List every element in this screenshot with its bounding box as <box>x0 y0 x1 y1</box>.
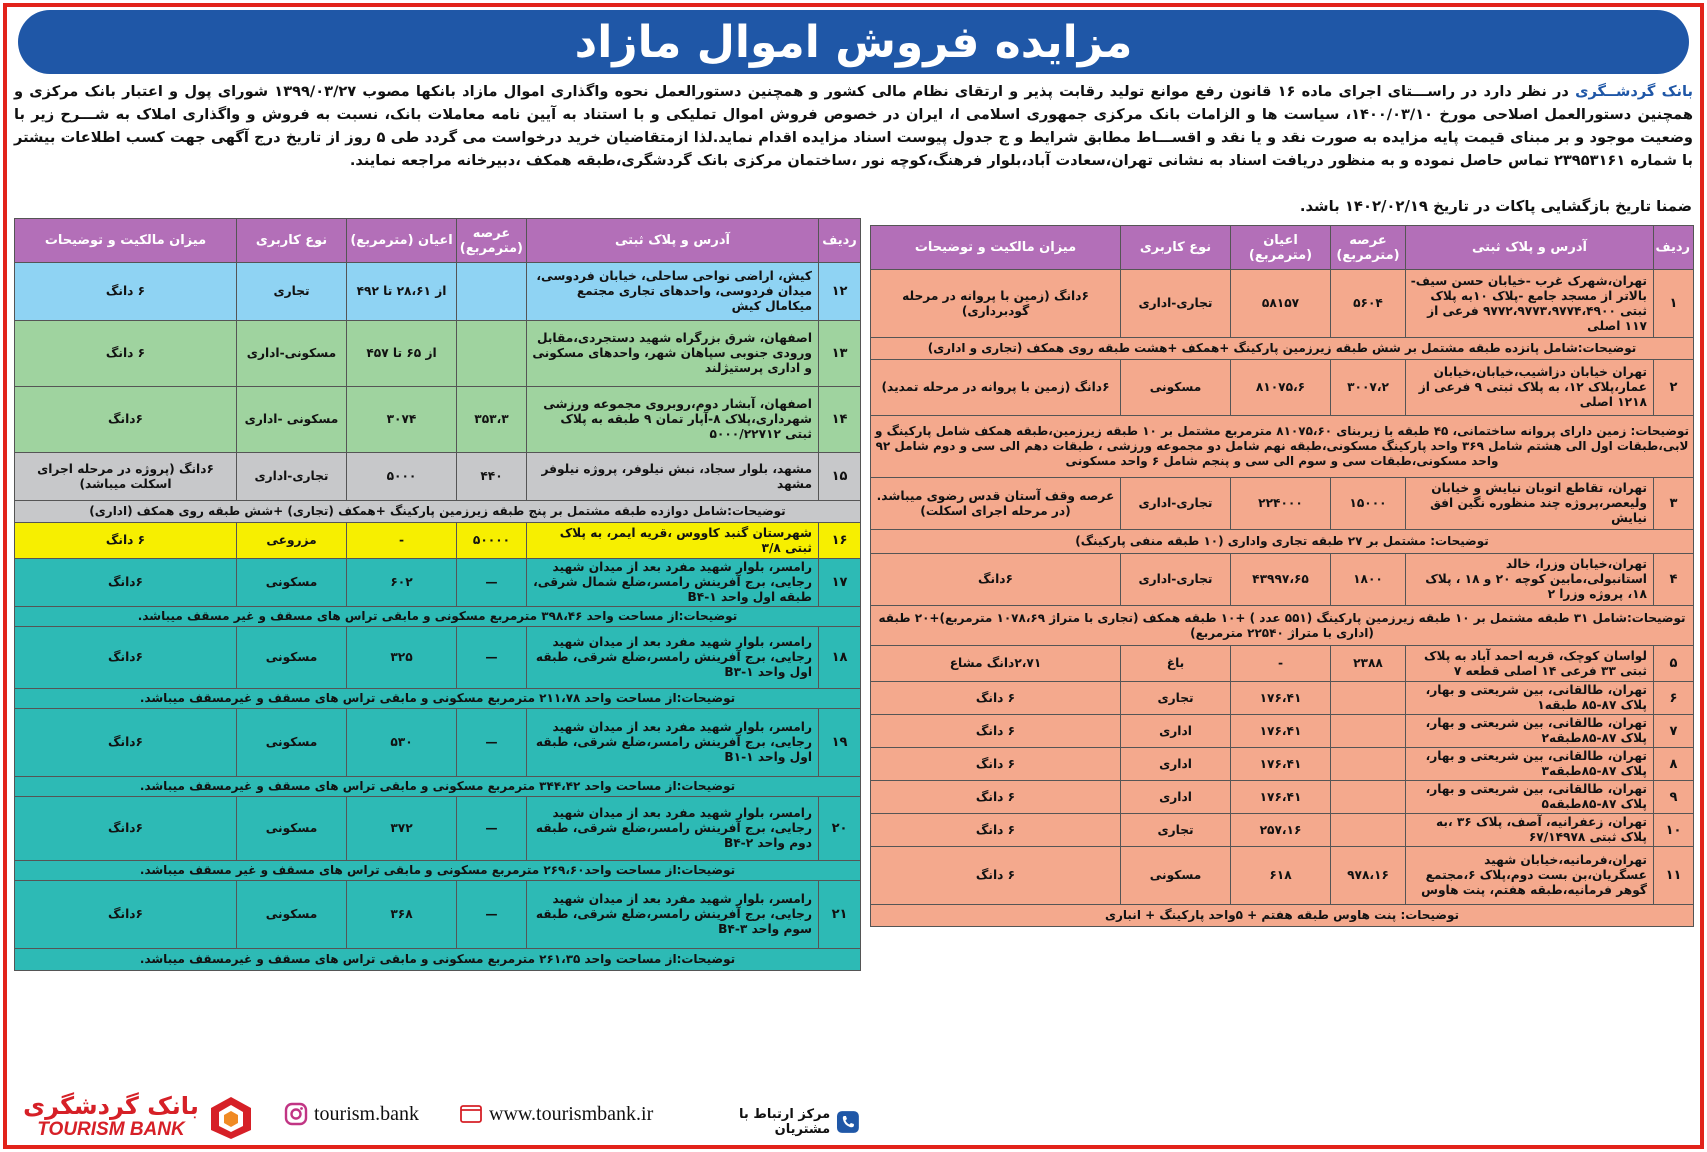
ownership: ۶دانگ <box>15 797 237 861</box>
usage-type: باغ <box>1121 646 1231 682</box>
building-area: ۱۷۶،۴۱ <box>1231 781 1331 814</box>
property-address: شهرستان گنبد کاووس ،قریه ایمر، به پلاک ثبتی ۳/۸ <box>527 523 819 559</box>
property-row <box>871 360 1694 416</box>
usage-type: تجاری-اداری <box>1121 270 1231 338</box>
usage-type: مسکونی <box>237 559 347 607</box>
row-number: ۷ <box>1654 715 1694 748</box>
land-area <box>457 263 527 321</box>
usage-type: مزروعی <box>237 523 347 559</box>
row-number: ۶ <box>1654 682 1694 715</box>
usage-type: تجاری <box>1121 814 1231 847</box>
property-address: تهران، طالقانی، بین شریعتی و بهار، پلاک ۸۷-۸۵طبقه۵ <box>1406 781 1654 814</box>
row-number: ۱۲ <box>819 263 861 321</box>
header-land: عرصه (مترمربع) <box>1331 226 1406 270</box>
header-usage: نوع کاربری <box>237 219 347 263</box>
ownership: ۲،۷۱دانگ مشاع <box>871 646 1121 682</box>
land-area: ۵۶۰۴ <box>1331 270 1406 338</box>
building-area: ۳۰۷۴ <box>347 387 457 453</box>
usage-type: مسکونی <box>1121 360 1231 416</box>
tourism-bank-logo <box>20 1092 270 1142</box>
property-table-left <box>14 218 861 971</box>
ownership: ۶ دانگ <box>871 814 1121 847</box>
row-number: ۸ <box>1654 748 1694 781</box>
property-row <box>871 682 1694 715</box>
land-area <box>1331 682 1406 715</box>
property-row <box>15 709 861 777</box>
right-table-body <box>871 270 1694 927</box>
property-note: توضیحات:از مساحت واحد۲۶۹،۶۰ مترمربع مسکونی و مابقی تراس های مسقف و غیر مسقف میباشد. <box>15 861 861 881</box>
land-area: ۱۸۰۰ <box>1331 554 1406 606</box>
row-number: ۵ <box>1654 646 1694 682</box>
ownership: ۶دانگ <box>15 627 237 689</box>
building-area: ۵۳۰ <box>347 709 457 777</box>
ownership: ۶دانگ <box>15 709 237 777</box>
row-number: ۳ <box>1654 478 1694 530</box>
property-note-row <box>871 530 1694 554</box>
page-title: مزایده فروش اموال مازاد <box>574 16 1133 68</box>
land-area: — <box>457 627 527 689</box>
usage-type: اداری <box>1121 781 1231 814</box>
property-row <box>15 263 861 321</box>
property-note-row <box>15 777 861 797</box>
land-area: ۴۴۰ <box>457 453 527 501</box>
header-usage: نوع کاربری <box>1121 226 1231 270</box>
property-note: توضیحات:از مساحت واحد ۲۶۱،۳۵ مترمربع مسکونی و مابقی تراس های مسقف و غیرمسقف میباشد. <box>15 949 861 971</box>
building-area: از ۶۵ تا ۴۵۷ <box>347 321 457 387</box>
header-building: اعیان (مترمربع) <box>347 219 457 263</box>
ownership: ۶دانگ <box>15 881 237 949</box>
property-address: رامسر، بلوار شهید مفرد بعد از میدان شهید رجایی، برج آفرینش رامسر،ضلع شرقی، طبقه اول واحد B۱-۱ <box>527 709 819 777</box>
property-note: توضیحات: مشتمل بر ۲۷ طبقه تجاری واداری (۱۰ طبقه منفی پارکینگ) <box>871 530 1694 554</box>
land-area <box>1331 781 1406 814</box>
building-area: ۴۳۹۹۷،۶۵ <box>1231 554 1331 606</box>
row-number: ۹ <box>1654 781 1694 814</box>
ownership: ۶ دانگ <box>15 321 237 387</box>
header-land: عرصه (مترمربع) <box>457 219 527 263</box>
usage-type: مسکونی <box>237 881 347 949</box>
header-address: آدرس و پلاک ثبتی <box>527 219 819 263</box>
building-area: ۸۱۰۷۵،۶ <box>1231 360 1331 416</box>
row-number: ۱۴ <box>819 387 861 453</box>
property-note-row <box>15 607 861 627</box>
property-row <box>15 387 861 453</box>
land-area: ۹۷۸،۱۶ <box>1331 847 1406 905</box>
building-area: - <box>1231 646 1331 682</box>
property-note-row <box>871 416 1694 478</box>
building-area: ۱۷۶،۴۱ <box>1231 748 1331 781</box>
property-address: تهران، زعفرانیه، آصف، پلاک ۳۶ ،به پلاک ثبتی ۶۷/۱۴۹۷۸ <box>1406 814 1654 847</box>
opening-date-line: ضمنا تاریخ بازگشایی پاکات در تاریخ ۱۴۰۲/۰۲/۱۹ باشد. <box>1299 198 1692 215</box>
property-address: تهران، تقاطع اتوبان نیایش و خیابان ولیعصر،پروژه چند منظوره نگین افق نیایش <box>1406 478 1654 530</box>
building-area: - <box>347 523 457 559</box>
ownership: ۶ دانگ <box>871 847 1121 905</box>
property-address: رامسر، بلوار شهید مفرد بعد از میدان شهید رجایی، برج آفرینش رامسر،ضلع شمال شرقی، طبقه اول واحد B۴-۱ <box>527 559 819 607</box>
header-ownership: میزان مالکیت و توضیحات <box>871 226 1121 270</box>
building-area: ۱۷۶،۴۱ <box>1231 682 1331 715</box>
property-note-row <box>15 949 861 971</box>
land-area <box>457 321 527 387</box>
property-address: تهران، طالقانی، بین شریعتی و بهار، پلاک ۸۷-۸۵طبقه۳ <box>1406 748 1654 781</box>
instagram-link[interactable] <box>284 1102 419 1126</box>
ownership: ۶دانگ <box>15 387 237 453</box>
property-note: توضیحات:از مساحت واحد ۳۹۸،۴۶ مترمربع مسکونی و مابقی تراس های مسقف و غیر مسقف میباشد. <box>15 607 861 627</box>
row-number: ۱۷ <box>819 559 861 607</box>
phone-icon <box>836 1110 860 1134</box>
usage-type: تجاری <box>237 263 347 321</box>
ownership: ۶دانگ (پروژه در مرحله اجرای اسکلت میباشد) <box>15 453 237 501</box>
property-note-row <box>871 905 1694 927</box>
instagram-icon <box>284 1102 308 1126</box>
property-row <box>15 321 861 387</box>
property-address: اصفهان، شرق بزرگراه شهید دستجردی،مقابل ورودی جنوبی سپاهان شهر، واحدهای مسکونی و اداری پرستیژلند <box>527 321 819 387</box>
row-number: ۲۰ <box>819 797 861 861</box>
property-note: توضیحات: زمین دارای پروانه ساختمانی، ۴۵ طبقه با زیربنای ۸۱۰۷۵،۶۰ مترمربع مشتمل بر ۱۰ طبقه زیرزمین،طبقه همکف شامل پارکینگ و لابی،طبقات اول الی هشتم شامل ۳۶۹ واحد پارکینگ مسکونی،طبقه نهم شامل دو مجموعه ورزشی ، طبقات دهم الی سی و دوم شامل ۹۲ واحد مسکونی،طبقات سی و سوم الی سی و پنجم شامل ۶ واحد مسکونی <box>871 416 1694 478</box>
row-number: ۱۳ <box>819 321 861 387</box>
land-area <box>1331 715 1406 748</box>
land-area: ۵۰۰۰۰ <box>457 523 527 559</box>
row-number: ۱ <box>1654 270 1694 338</box>
property-address: تهران،شهرک غرب -خیابان حسن سیف- بالاتر از مسجد جامع -پلاک ۱۰به پلاک ثبتی ۹۷۷۲،۹۷۷۳،۹۷۷۴،۴۹۰۰ فرعی از ۱۱۷ اصلی <box>1406 270 1654 338</box>
browser-window-icon <box>459 1102 483 1126</box>
ownership: ۶ دانگ <box>871 682 1121 715</box>
land-area: — <box>457 709 527 777</box>
header-ownership: میزان مالکیت و توضیحات <box>15 219 237 263</box>
property-row <box>871 646 1694 682</box>
website-link[interactable] <box>459 1102 653 1126</box>
usage-type: مسکونی <box>237 709 347 777</box>
ownership: ۶دانگ <box>15 559 237 607</box>
website-url: www.tourismbank.ir <box>489 1102 654 1125</box>
ownership: ۶ دانگ <box>15 263 237 321</box>
property-address: تهران، طالقانی، بین شریعتی و بهار، پلاک ۸۷-۸۵طبقه۲ <box>1406 715 1654 748</box>
row-number: ۱۱ <box>1654 847 1694 905</box>
property-row <box>871 478 1694 530</box>
customer-contact <box>680 1107 860 1137</box>
row-number: ۲ <box>1654 360 1694 416</box>
ownership: ۶دانگ <box>871 554 1121 606</box>
usage-type: مسکونی -اداری <box>237 387 347 453</box>
usage-type: اداری <box>1121 748 1231 781</box>
ownership: ۶دانگ (زمین با پروانه در مرحله تمدید) <box>871 360 1121 416</box>
building-area: ۱۷۶،۴۱ <box>1231 715 1331 748</box>
property-address: رامسر، بلوار شهید مفرد بعد از میدان شهید رجایی، برج آفرینش رامسر،ضلع شرقی، طبقه سوم واحد B۴-۳ <box>527 881 819 949</box>
property-row <box>871 814 1694 847</box>
land-area: ۲۳۸۸ <box>1331 646 1406 682</box>
left-table-body <box>15 263 861 971</box>
land-area: ۱۵۰۰۰ <box>1331 478 1406 530</box>
usage-type: مسکونی-اداری <box>237 321 347 387</box>
usage-type: مسکونی <box>1121 847 1231 905</box>
ownership: عرصه وقف آستان قدس رضوی میباشد. (در مرحله اجرای اسکلت) <box>871 478 1121 530</box>
property-note: توضیحات: پنت هاوس طبقه هفتم + ۵واحد پارکینگ + انباری <box>871 905 1694 927</box>
row-number: ۱۰ <box>1654 814 1694 847</box>
property-row <box>871 270 1694 338</box>
property-note: توضیحات:شامل ۳۱ طبقه مشتمل بر ۱۰ طبقه زیرزمین پارکینگ (۵۵۱ عدد ) +۱۰ طبقه همکف (تجاری با متراژ ۱۰۷۸،۶۹ مترمربع)+۲۰ طبقه (اداری با متراژ ۲۲۵۴۰ مترمربع) <box>871 606 1694 646</box>
row-number: ۱۵ <box>819 453 861 501</box>
land-area: — <box>457 881 527 949</box>
property-table-right <box>870 225 1694 927</box>
property-note-row <box>871 606 1694 646</box>
building-area: ۶۱۸ <box>1231 847 1331 905</box>
header-radif: ردیف <box>819 219 861 263</box>
land-area: ۳۰۰۷،۲ <box>1331 360 1406 416</box>
land-area: — <box>457 797 527 861</box>
property-address: رامسر، بلوار شهید مفرد بعد از میدان شهید رجایی، برج آفرینش رامسر،ضلع شرقی، طبقه اول واحد B۳-۱ <box>527 627 819 689</box>
ownership: ۶ دانگ <box>871 781 1121 814</box>
usage-type: مسکونی <box>237 797 347 861</box>
usage-type: تجاری-اداری <box>1121 554 1231 606</box>
usage-type: تجاری <box>1121 682 1231 715</box>
instagram-handle: tourism.bank <box>314 1102 419 1125</box>
building-area: ۳۲۵ <box>347 627 457 689</box>
property-address: تهران خیابان دزاشیب،خیابان،خیابان عمار،پلاک ۱۲، به پلاک ثبتی ۹ فرعی از ۱۲۱۸ اصلی <box>1406 360 1654 416</box>
property-address: لواسان کوچک، قریه احمد آباد به پلاک ثبتی ۳۳ فرعی ۱۴ اصلی قطعه ۷ <box>1406 646 1654 682</box>
usage-type: مسکونی <box>237 627 347 689</box>
property-address: تهران، طالقانی، بین شریعتی و بهار، پلاک ۸۷-۸۵ طبقه۱ <box>1406 682 1654 715</box>
building-area: ۵۰۰۰ <box>347 453 457 501</box>
property-row <box>15 627 861 689</box>
property-row <box>15 797 861 861</box>
logo-text-en: TOURISM BANK <box>37 1119 185 1140</box>
property-address: رامسر، بلوار شهید مفرد بعد از میدان شهید رجایی، برج آفرینش رامسر،ضلع شرقی، طبقه دوم واحد B۴-۲ <box>527 797 819 861</box>
property-note-row <box>871 338 1694 360</box>
header-building: اعیان (مترمربع) <box>1231 226 1331 270</box>
property-note: توضیحات:شامل دوازده طبقه مشتمل بر پنج طبقه زیرزمین پارکینگ +همکف (تجاری) +شش طبقه روی همکف (اداری) <box>15 501 861 523</box>
property-address: کیش، اراضی نواحی ساحلی، خیابان فردوسی، میدان فردوسی، واحدهای تجاری مجتمع میکامال کیش <box>527 263 819 321</box>
property-note-row <box>15 689 861 709</box>
building-area: ۶۰۲ <box>347 559 457 607</box>
property-note: توضیحات:شامل پانزده طبقه مشتمل بر شش طبقه زیرزمین پارکینگ +همکف +هشت طبقه روی همکف (تجاری و اداری) <box>871 338 1694 360</box>
property-row <box>871 715 1694 748</box>
property-note: توضیحات:از مساحت واحد ۳۴۴،۴۲ مترمربع مسکونی و مابقی تراس های مسقف و غیرمسقف میباشد. <box>15 777 861 797</box>
intro-text: در نظر دارد در راســـتای اجرای ماده ۱۶ قانون رفع موانع تولید رقابت پذیر و ارتقای نظام مالی کشور و همچنین دستورالعمل نحوه واگذاری اموال مازاد بانکها مصوب ۱۳۹۹/۰۳/۲۷ شورای پول و اعتبار بانک مرکزی و همچنین دستورالعمل اصلاحی مورخ ۱۴۰۰/۰۳/۱۰، سیاست ها و الزامات بانک مرکزی جمهوری اسلامی ا، ایران در خصوص فروش اموال تملیکی و با استناد به آیین نامه معاملات بانک، نسبت به فروش و واگذاری املاک به شـــرح زیر با وضعیت موجود و بر مبنای قیمت پایه مزایده به صورت نقد و یا نقد و اقســـاط مطابق شرایط و ج جدول پیوست اسناد مزایده اقدام نماید.لذا ازمتقاضیان خرید درخواست می گردد طی ۵ روز از تاریخ درج آگهی جهت کسب اطلاعات بیشتر با شماره ۲۳۹۵۳۱۶۱ تماس حاصل نموده و به منظور دریافت اسناد به نشانی تهران،سعادت آباد،بلوار فرهنگ،کوچه نور ،ساختمان مرکزی بانک گردشگری،طبقه همکف ،دبیرخانه مراجعه نمایند. <box>14 83 1693 169</box>
usage-type: تجاری-اداری <box>237 453 347 501</box>
building-area: ۳۶۸ <box>347 881 457 949</box>
row-number: ۴ <box>1654 554 1694 606</box>
property-row <box>871 748 1694 781</box>
row-number: ۱۸ <box>819 627 861 689</box>
header-address: آدرس و پلاک ثبتی <box>1406 226 1654 270</box>
property-row <box>15 523 861 559</box>
property-row <box>15 453 861 501</box>
ownership: ۶دانگ (زمین با پروانه در مرحله گودبرداری) <box>871 270 1121 338</box>
land-area <box>1331 748 1406 781</box>
building-area: ۲۵۷،۱۶ <box>1231 814 1331 847</box>
property-note: توضیحات:از مساحت واحد ۲۱۱،۷۸ مترمربع مسکونی و مابقی تراس های مسقف و غیرمسقف میباشد. <box>15 689 861 709</box>
property-address: تهران،فرمانیه،خیابان شهید عسگریان،بن بست دوم،پلاک ۶،مجتمع گوهر فرمانیه،طبقه هفتم، پنت هاوس <box>1406 847 1654 905</box>
property-note-row <box>15 501 861 523</box>
property-note-row <box>15 861 861 881</box>
row-number: ۱۹ <box>819 709 861 777</box>
land-area: — <box>457 559 527 607</box>
building-area: ۵۸۱۵۷ <box>1231 270 1331 338</box>
header-radif: ردیف <box>1654 226 1694 270</box>
usage-type: تجاری-اداری <box>1121 478 1231 530</box>
property-address: تهران،خیابان وزرا، خالد استانبولی،مابین کوچه ۲۰ و ۱۸ ، پلاک ۱۸، پروژه وزرا ۲ <box>1406 554 1654 606</box>
ownership: ۶ دانگ <box>871 748 1121 781</box>
usage-type: اداری <box>1121 715 1231 748</box>
ownership: ۶ دانگ <box>871 715 1121 748</box>
footer <box>14 1092 860 1142</box>
property-row <box>871 847 1694 905</box>
property-row <box>15 559 861 607</box>
title-banner <box>18 10 1689 74</box>
property-address: مشهد، بلوار سجاد، نبش نیلوفر، پروژه نیلوفر مشهد <box>527 453 819 501</box>
logo-text-fa: بانک گردشگری <box>23 1092 199 1120</box>
building-area: ۲۲۴۰۰۰ <box>1231 478 1331 530</box>
intro-brand: بانک گردشــگری <box>1575 83 1693 100</box>
bank-emblem-icon <box>208 1095 254 1141</box>
row-number: ۲۱ <box>819 881 861 949</box>
contact-label: مرکز ارتباط با مشتریان <box>739 1107 831 1137</box>
property-row <box>871 781 1694 814</box>
building-area: ۳۷۲ <box>347 797 457 861</box>
row-number: ۱۶ <box>819 523 861 559</box>
land-area: ۳۵۳،۳ <box>457 387 527 453</box>
property-row <box>871 554 1694 606</box>
property-address: اصفهان، آبشار دوم،روبروی مجموعه ورزشی شهرداری،پلاک ۸-آپار تمان ۹ طبقه به پلاک ثبتی ۵۰۰۰/۲۲۷۱۲ <box>527 387 819 453</box>
property-row <box>15 881 861 949</box>
land-area <box>1331 814 1406 847</box>
building-area: از ۲۸،۶۱ تا ۴۹۲ <box>347 263 457 321</box>
ownership: ۶ دانگ <box>15 523 237 559</box>
intro-paragraph <box>14 80 1693 195</box>
